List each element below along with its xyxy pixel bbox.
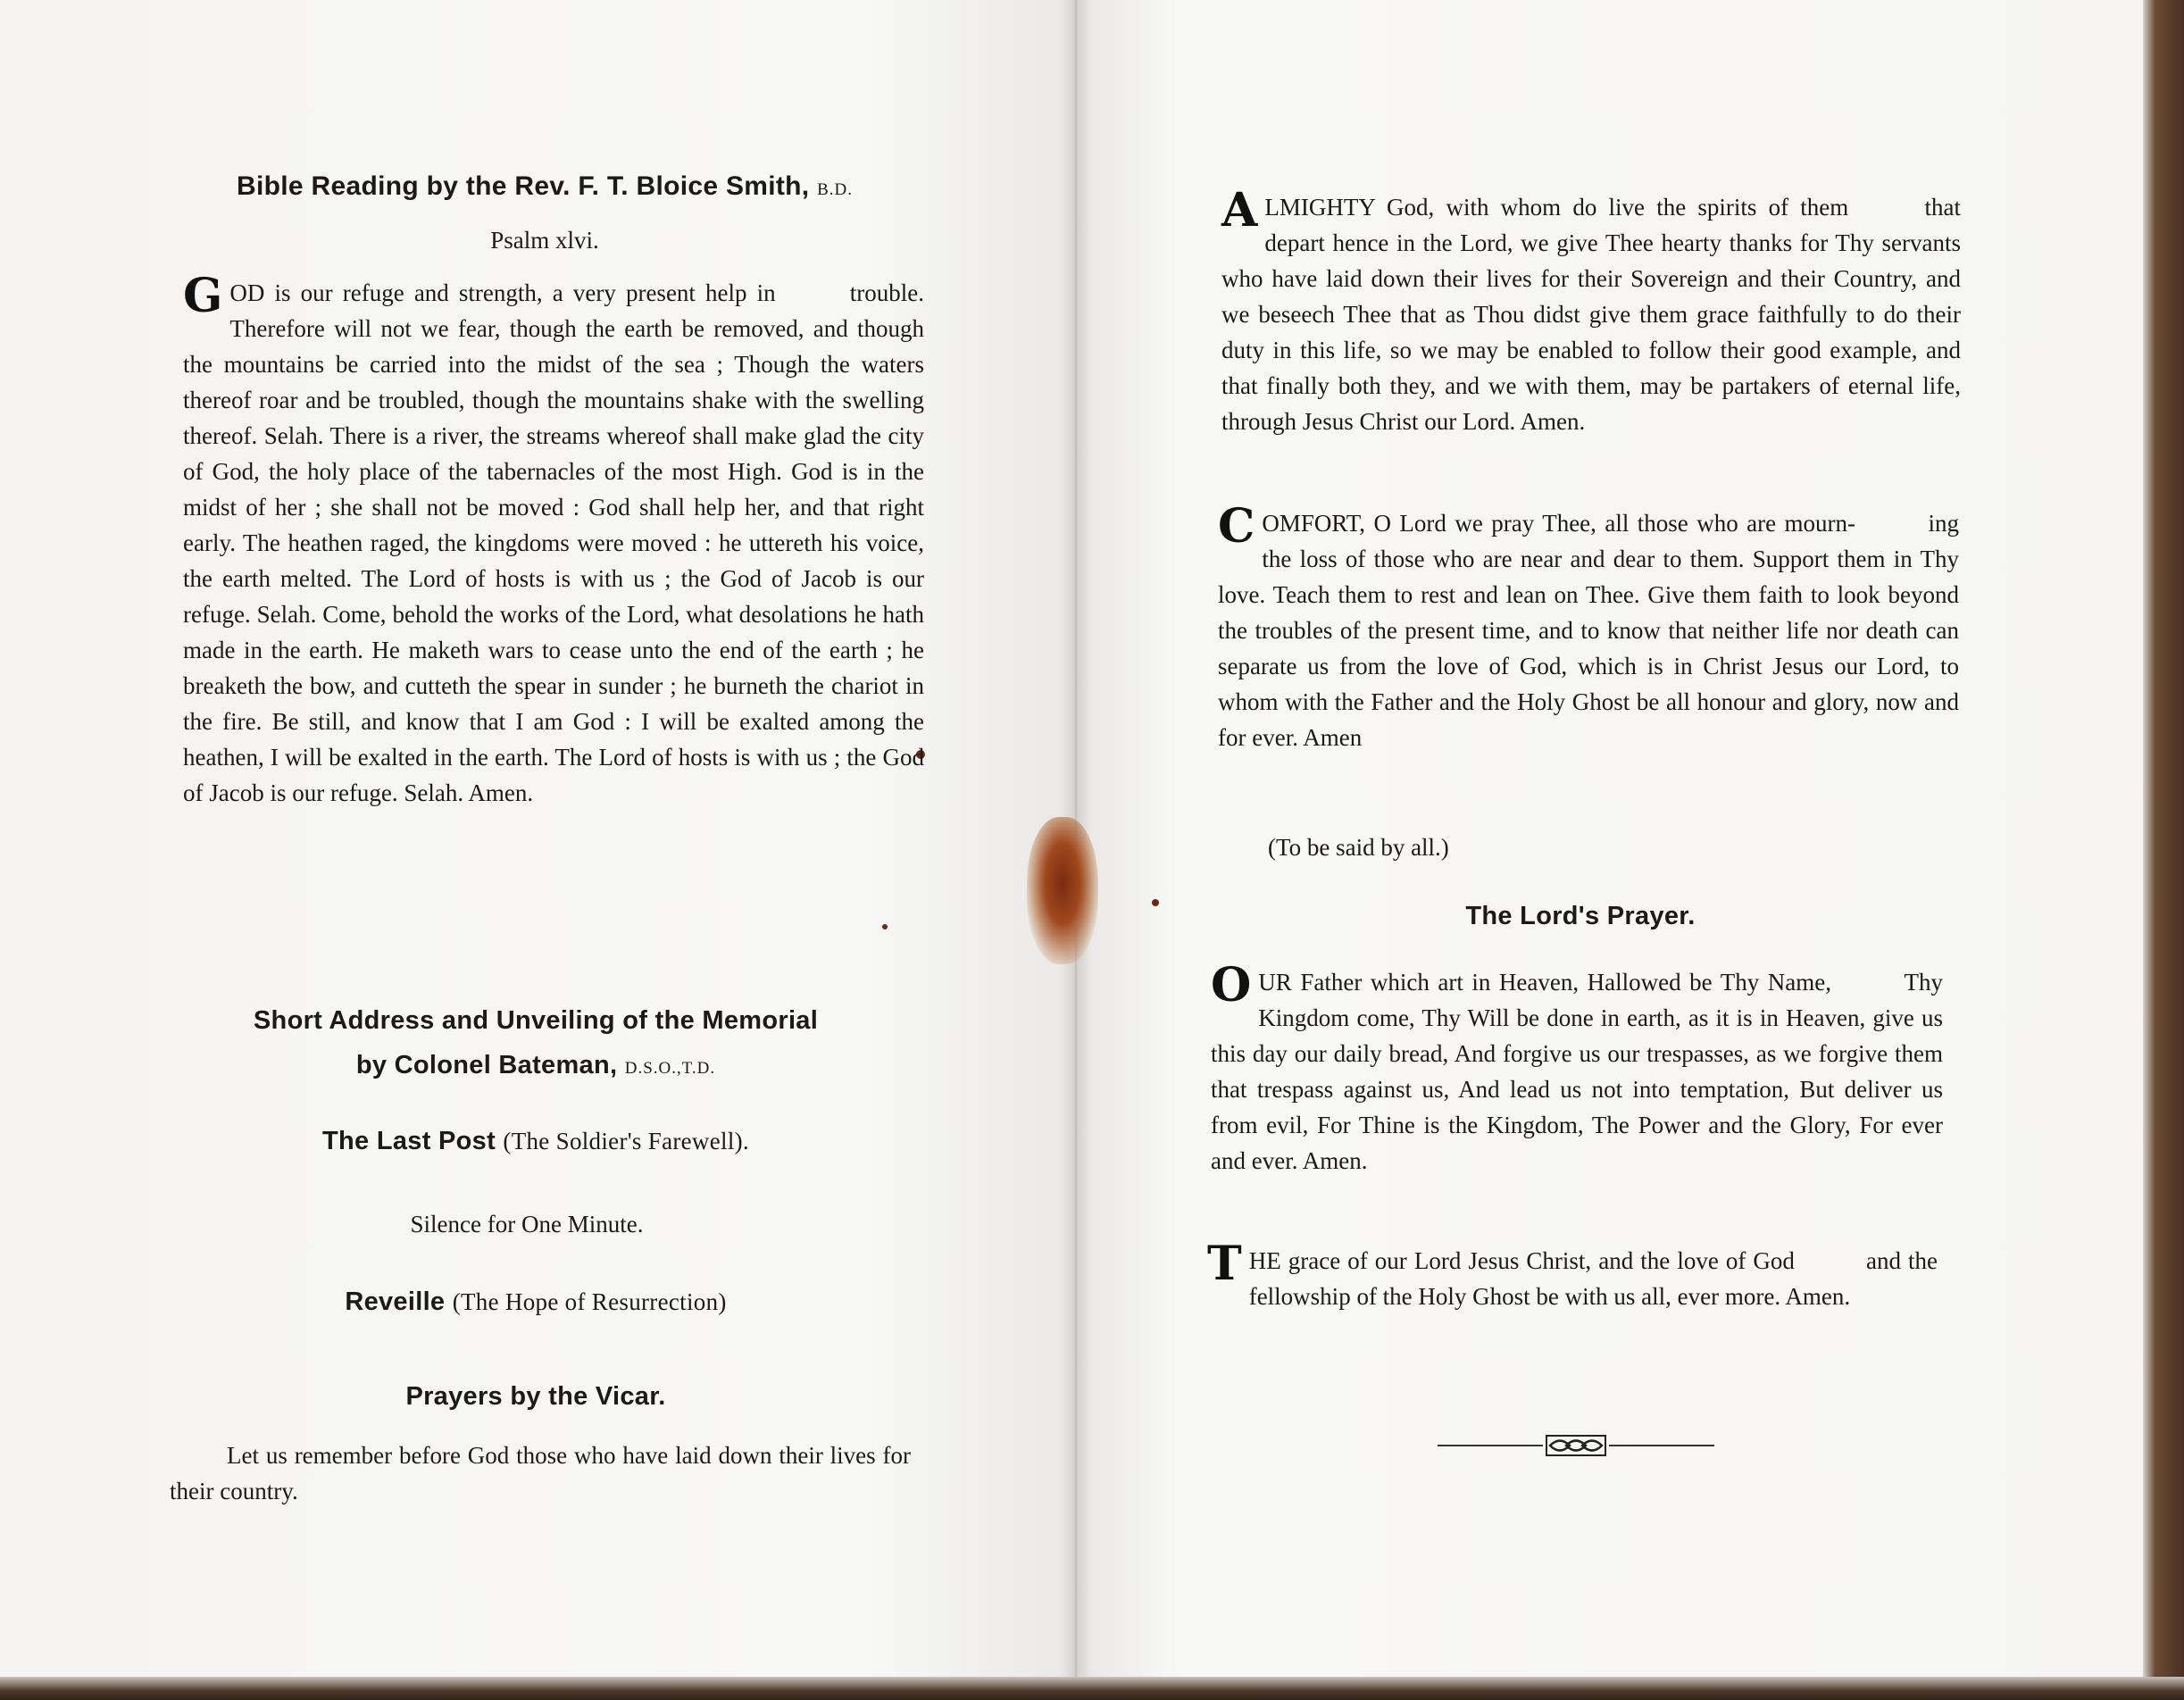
grace-body: and the fellowship of the Holy Ghost be with us all, ever more. Amen. xyxy=(1248,1247,1938,1310)
address-heading-line1: Short Address and Unveiling of the Memorial xyxy=(253,1006,819,1035)
reveille-line xyxy=(161,1288,911,1317)
almighty-first-line: LMIGHTY God, with whom do live the spirits of them xyxy=(1264,194,1849,221)
bible-reading-degree: B.D. xyxy=(817,180,853,199)
lords-prayer xyxy=(1211,958,1944,1179)
silence-line: Silence for One Minute. xyxy=(410,1211,644,1238)
knot-ornament-graphic xyxy=(1545,1432,1607,1459)
last-post-note: (The Soldier's Farewell). xyxy=(503,1128,749,1154)
grace-first-line: HE grace of our Lord Jesus Christ, and the love of God xyxy=(1248,1247,1795,1274)
almighty-body: that depart hence in the Lord, we give Thee hearty thanks for Thy servants who have laid down their lives for their Sovereign and their Country, and we beseech Thee that as Thou didst give them grace faithfully to do their duty in this life, so we may be enabled to follow their good example, and that finally both they, and we with them, may be partakers of eternal life, through Jesus Christ our Lord. Amen. xyxy=(1221,194,1961,435)
address-heading xyxy=(161,998,911,1091)
comfort-dropcap: C xyxy=(1218,499,1255,554)
reveille-note: (The Hope of Resurrection) xyxy=(452,1288,727,1315)
knot-ornament-icon xyxy=(1438,1432,1714,1459)
grace-prayer xyxy=(1207,1237,1938,1314)
said-by-all: (To be said by all.) xyxy=(1268,834,1449,861)
ink-speck xyxy=(1152,899,1159,906)
bible-reading-heading xyxy=(179,171,911,202)
comfort-body: ing the loss of those who are near and dear to them. Support them in Thy love. Teach them to rest and lean on Thee. Give them faith to look beyond the troubles of the present time, and to know that neither life nor death can separate us from the love of God, which is in Christ Jesus our Lord, to whom with the Father and the Holy Ghost be all honour and glory, now and for ever. Amen xyxy=(1218,510,1960,751)
cover-edge-bottom xyxy=(0,1677,2184,1700)
psalm-first-line: OD is our refuge and strength, a very present help in xyxy=(229,279,776,306)
our-dropcap: O xyxy=(1211,958,1252,1012)
prayers-heading: Prayers by the Vicar. xyxy=(405,1382,666,1411)
bible-reading-title: Bible Reading by the Rev. F. T. Bloice Smith, xyxy=(237,171,810,201)
almighty-prayer xyxy=(1221,183,1961,439)
comfort-first-line: OMFORT, O Lord we pray Thee, all those who are mourn- xyxy=(1262,510,1856,537)
grace-dropcap: T xyxy=(1207,1237,1242,1291)
cover-edge-right xyxy=(2143,0,2184,1700)
psalm-dropcap: G xyxy=(183,269,223,323)
ornament-rule-right xyxy=(1609,1445,1714,1446)
psalm-body: trouble. Therefore will not we fear, though the earth be removed, and though the mountains be carried into the midst of the sea ; Though the waters thereof roar and be troubled, though the mountains shake with the swelling thereof. Selah. There is a river, the streams whereof shall make glad the city of God, the holy place of the tabernacles of the most High. God is in the midst of her ; she shall not be moved : God shall help her, and that right early. The heathen raged, the kingdoms were moved : he uttereth his voice, the earth melted. The Lord of hosts is with us ; the God of Jacob is our refuge. Selah. Come, behold the works of the Lord, what desolations he hath made in the earth. He maketh wars to cease unto the end of the earth ; he breaketh the bow, and cutteth the spear in sunder ; he burneth the chariot in the fire. Be still, and know that I am God : I will be exalted among the heathen, I will be exalted in the earth. The Lord of hosts is with us ; the God of Jacob is our refuge. Selah. Amen. xyxy=(183,279,924,806)
reveille-heading: Reveille xyxy=(345,1288,446,1316)
rust-stain xyxy=(1027,817,1098,964)
prayers-intro: Let us remember before God those who have laid down their lives for their country. xyxy=(170,1442,911,1504)
address-heading-line2: by Colonel Bateman, xyxy=(355,1051,618,1079)
ink-speck xyxy=(882,924,888,929)
psalm-text xyxy=(183,269,924,811)
ornament-rule-left xyxy=(1438,1445,1543,1446)
almighty-dropcap: A xyxy=(1221,183,1258,238)
our-body: Thy Kingdom come, Thy Will be done in earth, as it is in Heaven, give us this day our daily bread, And forgive us our trespasses, as we forgive them that trespass against us, And lead us not into temptation, But deliver us from evil, For Thine is the Kingdom, The Power and the Glory, For ever and ever. Amen. xyxy=(1211,969,1944,1174)
comfort-prayer xyxy=(1218,499,1960,755)
last-post-heading: The Last Post xyxy=(322,1127,496,1155)
address-honours: D.S.O.,T.D. xyxy=(624,1059,716,1078)
psalm-reference: Psalm xlvi. xyxy=(490,227,599,254)
lords-prayer-heading: The Lord's Prayer. xyxy=(1465,902,1696,930)
last-post-line xyxy=(161,1127,911,1156)
our-first-line: UR Father which art in Heaven, Hallowed be Thy Name, xyxy=(1258,969,1831,996)
